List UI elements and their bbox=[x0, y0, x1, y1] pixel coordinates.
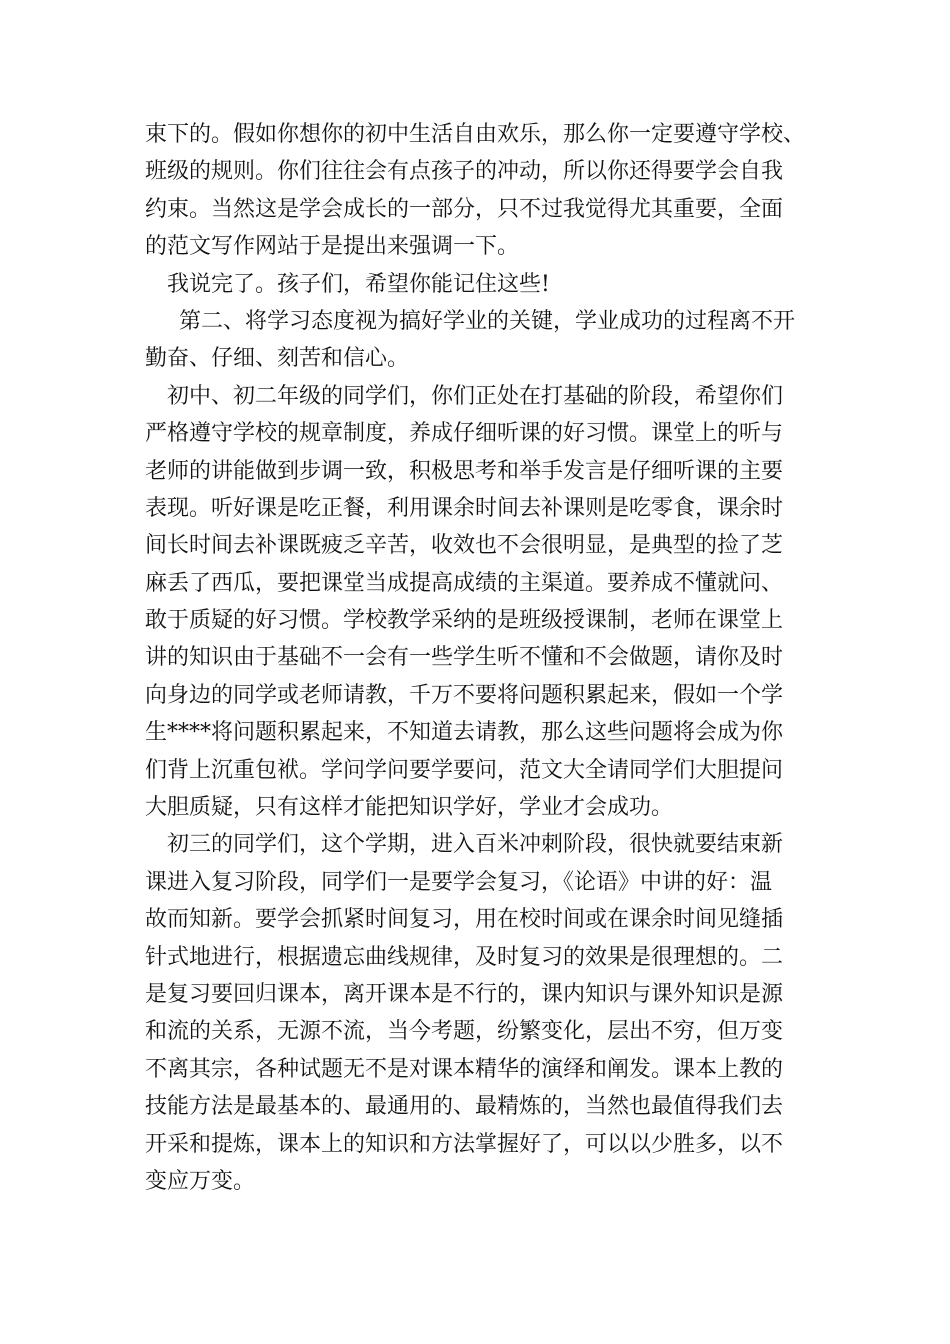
text-line: 故而知新。要学会抓紧时间复习，用在校时间或在课余时间见缝插 bbox=[145, 907, 784, 933]
text-line: 生****将问题积累起来，不知道去请教，那么这些问题将会成为你 bbox=[145, 720, 784, 746]
text-line: 针式地进行，根据遗忘曲线规律，及时复习的效果是很理想的。二 bbox=[145, 944, 784, 970]
document-body bbox=[145, 116, 815, 1200]
text-line: 向身边的同学或老师请教，千万不要将问题积累起来，假如一个学 bbox=[145, 682, 784, 708]
text-line: 束下的。假如你想你的初中生活自由欢乐，那么你一定要遵守学校、 bbox=[145, 122, 806, 147]
text-line: 班级的规则。你们往往会有点孩子的冲动，所以你还得要学会自我 bbox=[145, 159, 784, 185]
text-line: 我说完了。孩子们，希望你能记住这些! bbox=[167, 271, 550, 297]
text-line: 麻丢了西瓜，要把课堂当成提高成绩的主渠道。要养成不懂就问、 bbox=[145, 570, 784, 596]
text-line: 不离其宗，各种试题无不是对课本精华的演绎和阐发。课本上教的 bbox=[145, 1056, 784, 1082]
text-line: 的范文写作网站于是提出来强调一下。 bbox=[145, 234, 520, 260]
text-line: 变应万变。 bbox=[145, 1168, 256, 1194]
text-line: 间长时间去补课既疲乏辛苦，收效也不会很明显，是典型的捡了芝 bbox=[145, 533, 784, 559]
text-line: 是复习要回归课本，离开课本是不行的，课内知识与课外知识是源 bbox=[145, 981, 784, 1007]
text-line: 表现。听好课是吃正餐，利用课余时间去补课则是吃零食，课余时 bbox=[145, 495, 784, 521]
text-line: 技能方法是最基本的、最通用的、最精炼的，当然也最值得我们去 bbox=[145, 1094, 784, 1120]
text-line: 们背上沉重包袱。学问学问要学要问，范文大全请同学们大胆提问 bbox=[145, 757, 784, 783]
text-line: 初三的同学们，这个学期，进入百米冲刺阶段，很快就要结束新 bbox=[167, 832, 784, 858]
text-line: 第二、将学习态度视为搞好学业的关键，学业成功的过程离不开 bbox=[179, 308, 796, 334]
text-line: 课进入复习阶段，同学们一是要学会复习，《论语》中讲的好：温 bbox=[145, 869, 773, 895]
text-line: 初中、初二年级的同学们，你们正处在打基础的阶段，希望你们 bbox=[167, 383, 784, 409]
text-line: 和流的关系，无源不流，当今考题，纷繁变化，层出不穷，但万变 bbox=[145, 1019, 784, 1045]
text-line: 约束。当然这是学会成长的一部分，只不过我觉得尤其重要，全面 bbox=[145, 196, 784, 222]
text-line: 大胆质疑，只有这样才能把知识学好，学业才会成功。 bbox=[145, 795, 674, 821]
text-line: 敢于质疑的好习惯。学校教学采纳的是班级授课制，老师在课堂上 bbox=[145, 608, 784, 634]
text-line: 严格遵守学校的规章制度，养成仔细听课的好习惯。课堂上的听与 bbox=[145, 421, 784, 447]
text-line: 勤奋、仔细、刻苦和信心。 bbox=[145, 346, 410, 372]
text-line: 开采和提炼，课本上的知识和方法掌握好了，可以以少胜多，以不 bbox=[145, 1131, 784, 1157]
text-line: 讲的知识由于基础不一会有一些学生听不懂和不会做题，请你及时 bbox=[145, 645, 784, 671]
text-line: 老师的讲能做到步调一致，积极思考和举手发言是仔细听课的主要 bbox=[145, 458, 784, 484]
